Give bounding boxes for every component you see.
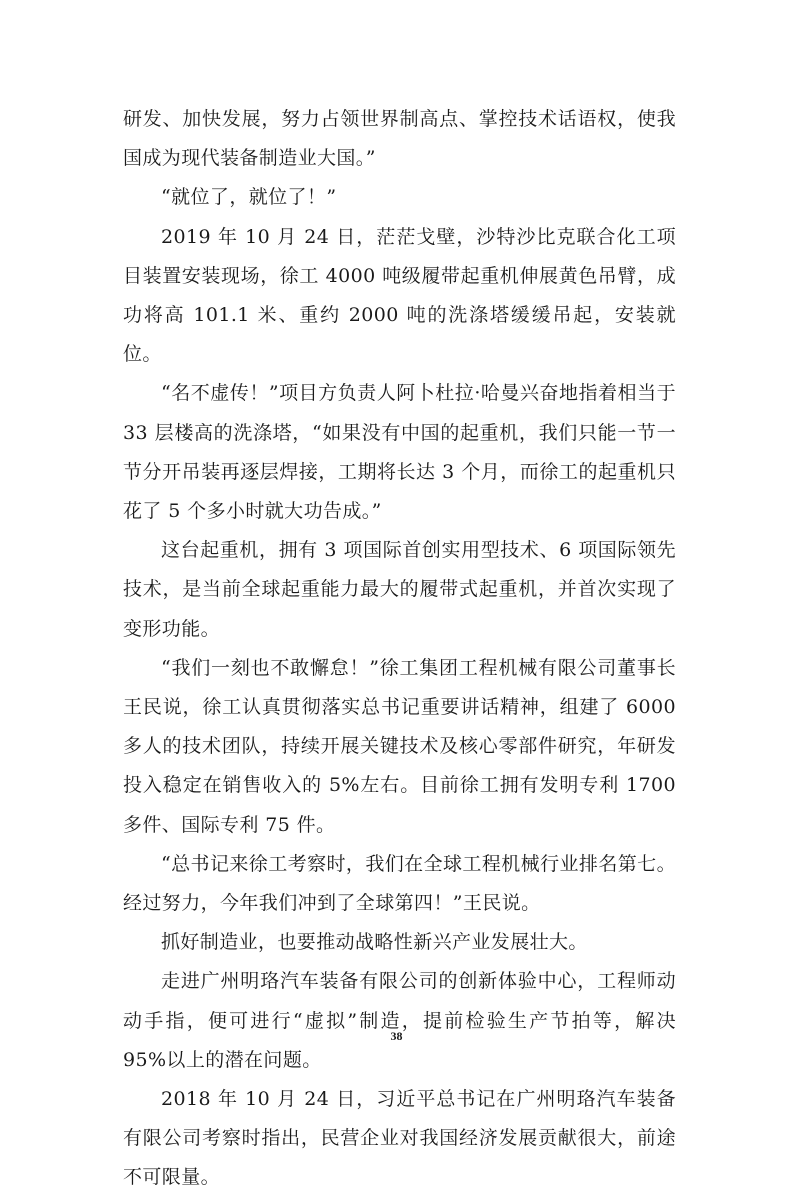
page-number: 38: [390, 1029, 403, 1043]
paragraph: 2018 年 10 月 24 日，习近平总书记在广州明珞汽车装备有限公司考察时指出，民营企业对我国经济发展贡献很大，前途不可限量。: [123, 1088, 676, 1189]
paragraph: “总书记来徐工考察时，我们在全球工程机械行业排名第七。经过努力，今年我们冲到了全球第四！”王民说。: [123, 852, 676, 915]
paragraph: 2019 年 10 月 24 日，茫茫戈壁，沙特沙比克联合化工项目装置安装现场，徐工 4000 吨级履带起重机伸展黄色吊臂，成功将高 101.1 米、重约 2000 吨的洗涤塔缓缓吊起，安装就位。: [123, 225, 676, 366]
paragraph: “我们一刻也不敢懈怠！”徐工集团工程机械有限公司董事长王民说，徐工认真贯彻落实总书记重要讲话精神，组建了 6000 多人的技术团队，持续开展关键技术及核心零部件研究，年研发投入稳定在销售收入的 5%左右。目前徐工拥有发明专利 1700 多件、国际专利 75 件。: [123, 656, 676, 836]
paragraph: 研发、加快发展，努力占领世界制高点、掌控技术话语权，使我国成为现代装备制造业大国。”: [123, 108, 676, 170]
paragraph: “名不虚传！”项目方负责人阿卜杜拉·哈曼兴奋地指着相当于 33 层楼高的洗涤塔，“如果没有中国的起重机，我们只能一节一节分开吊装再逐层焊接，工期将长达 3 个月，而徐工的起重机只花了 5 个多小时就大功告成。”: [123, 382, 676, 523]
paragraph: 抓好制造业，也要推动战略性新兴产业发展壮大。: [161, 931, 588, 954]
paragraph: 这台起重机，拥有 3 项国际首创实用型技术、6 项国际领先技术，是当前全球起重能力最大的履带式起重机，并首次实现了变形功能。: [123, 539, 676, 640]
paragraph: “就位了，就位了！”: [161, 186, 337, 209]
paragraph: 走进广州明珞汽车装备有限公司的创新体验中心，工程师动动手指，便可进行“虚拟”制造，提前检验生产节拍等，解决 95%以上的潜在问题。: [123, 970, 676, 1071]
